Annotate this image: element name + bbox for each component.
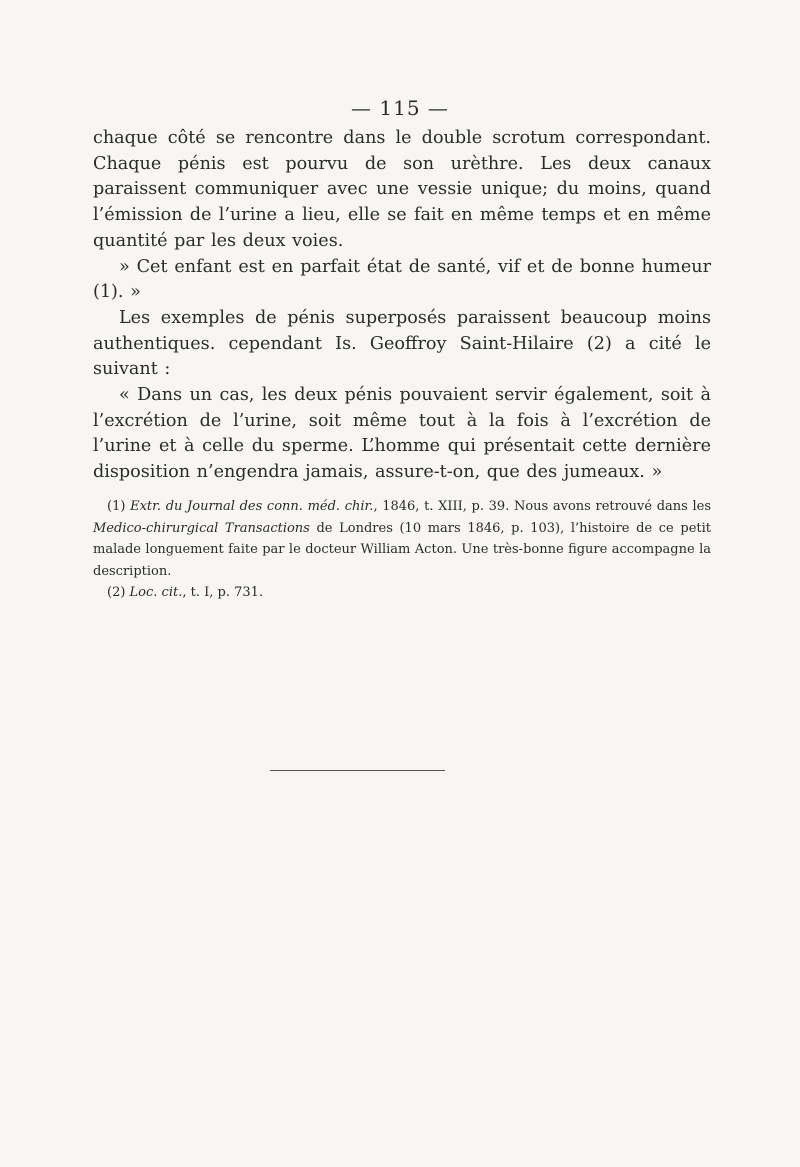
footnote-marker: (1): [107, 499, 131, 514]
footnote-text: , 1846, t. XIII, p. 39. Nous avons retrouvé dans les: [373, 499, 712, 514]
footnote-text: de Londres (10 mars 1846, p. 103), l’histoire de ce petit malade longuement faite par le docteur William Acton. Une très-bonne figure accompagne la description.: [93, 520, 711, 579]
page-number: — 115 —: [351, 96, 449, 120]
paragraph: Les exemples de pénis superposés paraissent beaucoup moins authentiques. cependant Is. Geoffroy Saint-Hilaire (2) a cité le suivant :: [93, 307, 711, 380]
paragraph: « Dans un cas, les deux pénis pouvaient servir également, soit à l’excrétion de l’urine, soit même tout à la fois à l’excrétion de l’urine et à celle du sperme. L’homme qui présentait cette dernière disposition n’engendra jamais, assure-t-on, que des jumeaux. »: [93, 385, 711, 483]
footnote-text: , t. I, p. 731.: [182, 585, 264, 600]
footnote-1: [93, 496, 711, 582]
footnote-source: Extr. du Journal des conn. méd. chir.: [130, 499, 374, 514]
paragraph: » Cet enfant est en parfait état de santé, vif et de bonne humeur (1). »: [93, 256, 711, 303]
body-text: [93, 126, 711, 486]
paragraph: chaque côté se rencontre dans le double scrotum correspondant. Chaque pénis est pourvu de son urèthre. Les deux canaux paraissent communiquer avec une vessie unique; du moins, quand l’émission de l’urine a lieu, elle se fait en même temps et en même quantité par les deux voies.: [93, 128, 711, 251]
end-rule: [270, 770, 445, 771]
footnote-source: Medico-chirurgical Transactions: [93, 520, 310, 536]
footnote-2: [93, 582, 711, 604]
footnote-marker: (2): [107, 585, 130, 600]
footnote-source: Loc. cit.: [129, 585, 183, 600]
footnotes: [93, 496, 711, 604]
